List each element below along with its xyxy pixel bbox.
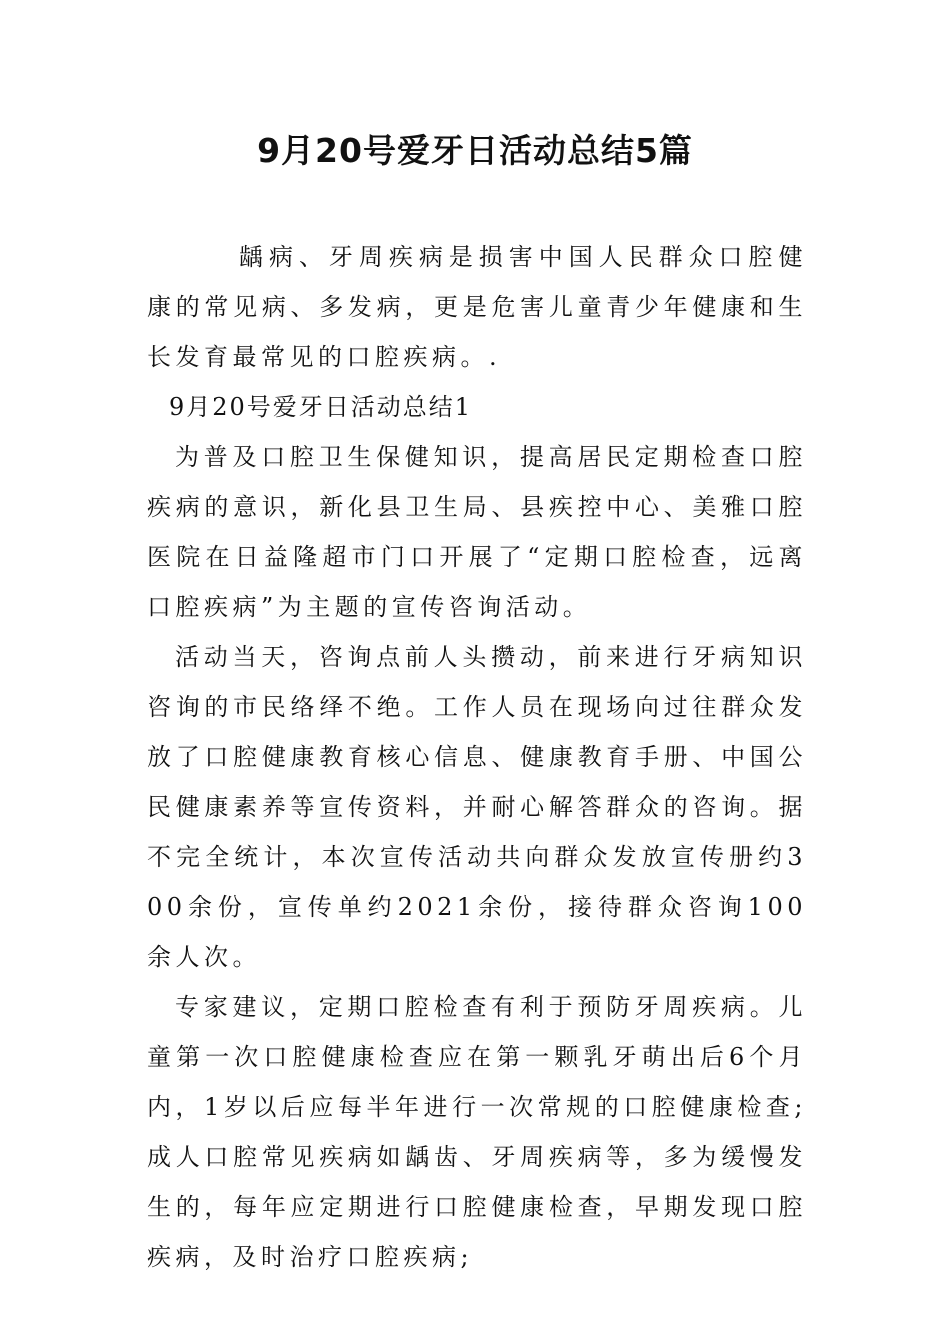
section-heading-1: 9月20号爱牙日活动总结1 [169, 393, 473, 421]
intro-paragraph: 龋病、牙周疾病是损害中国人民群众口腔健康的常见病、多发病，更是危害儿童青少年健康和生长发育最常见的口腔疾病。. [147, 243, 807, 371]
document-title: 9月20号爱牙日活动总结5篇 [257, 131, 693, 170]
body-paragraph-2: 活动当天，咨询点前人头攒动，前来进行牙病知识咨询的市民络绎不绝。工作人员在现场向过往群众发放了口腔健康教育核心信息、健康教育手册、中国公民健康素养等宣传资料，并耐心解答群众的咨询。据不完全统计，本次宣传活动共向群众发放宣传册约300余份，宣传单约2021余份，接待群众咨询100余人次。 [147, 643, 807, 971]
body-paragraph-3: 专家建议，定期口腔检查有利于预防牙周疾病。儿童第一次口腔健康检查应在第一颗乳牙萌出后6个月内，1岁以后应每半年进行一次常规的口腔健康检查;成人口腔常见疾病如龋齿、牙周疾病等，多为缓慢发生的，每年应定期进行口腔健康检查，早期发现口腔疾病，及时治疗口腔疾病; [147, 993, 807, 1271]
document-body [147, 232, 807, 1282]
body-paragraph-1: 为普及口腔卫生保健知识，提高居民定期检查口腔疾病的意识，新化县卫生局、县疾控中心、美雅口腔医院在日益隆超市门口开展了“定期口腔检查，远离口腔疾病”为主题的宣传咨询活动。 [147, 443, 807, 621]
